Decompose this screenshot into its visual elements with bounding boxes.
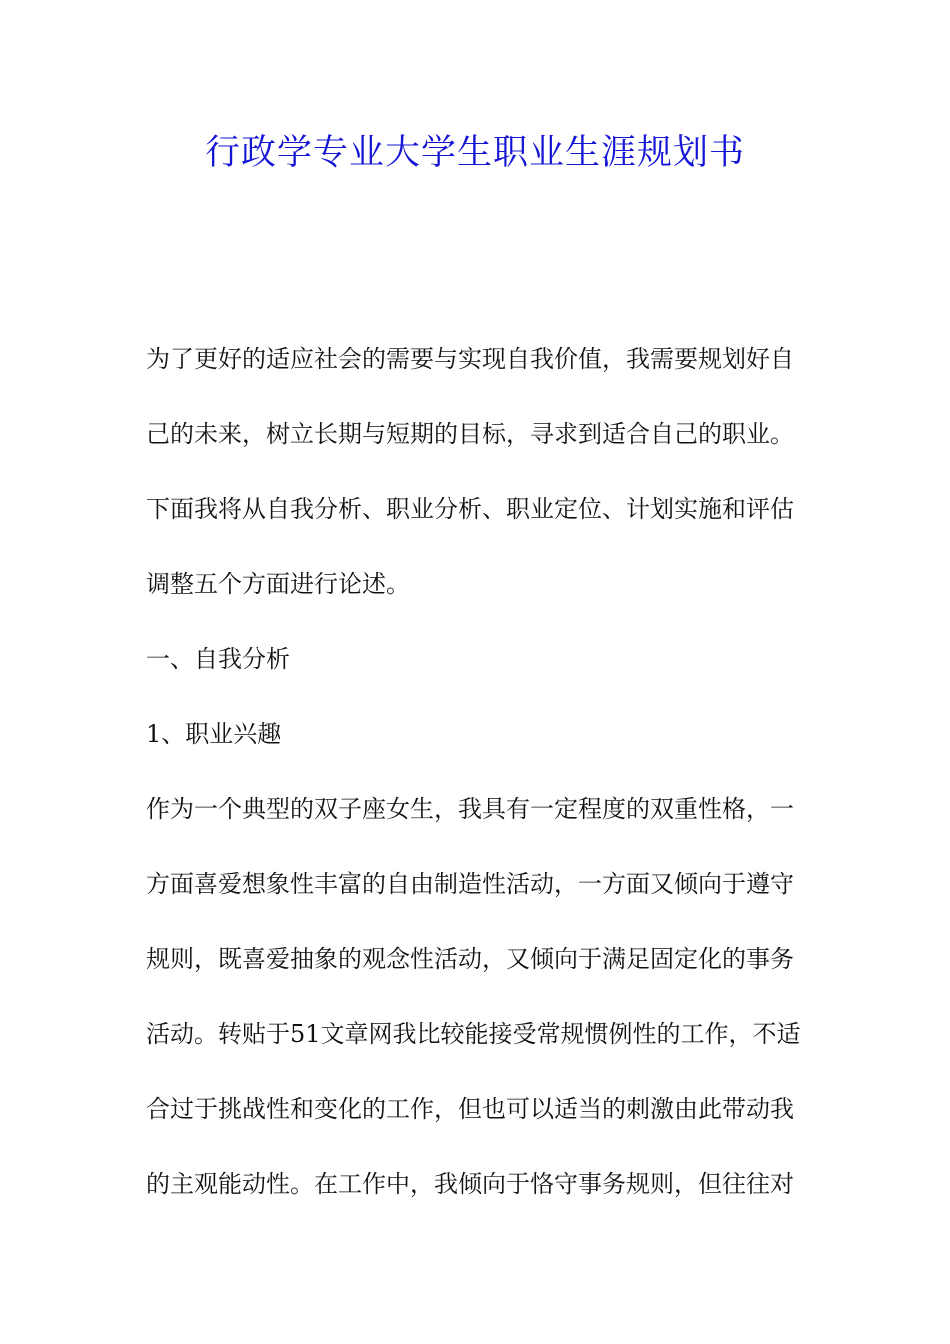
body-line-8: 方面喜爱想象性丰富的自由制造性活动，一方面又倾向于遵守 — [146, 870, 794, 898]
document-title: 行政学专业大学生职业生涯规划书 — [204, 133, 745, 173]
body-line-12: 的主观能动性。在工作中，我倾向于恪守事务规则，但往往对 — [146, 1170, 794, 1198]
body-line-9: 规则，既喜爱抽象的观念性活动，又倾向于满足固定化的事务 — [146, 945, 794, 973]
body-line-3: 下面我将从自我分析、职业分析、职业定位、计划实施和评估 — [146, 495, 794, 523]
section-heading-self-analysis: 一、自我分析 — [146, 645, 290, 673]
body-line-10: 活动。转贴于51文章网我比较能接受常规惯例性的工作，不适 — [146, 1020, 801, 1048]
subsection-heading-career-interest: 1、职业兴趣 — [146, 720, 282, 748]
body-line-11: 合过于挑战性和变化的工作，但也可以适当的刺激由此带动我 — [146, 1095, 794, 1123]
body-line-4: 调整五个方面进行论述。 — [146, 570, 410, 598]
body-line-2: 己的未来，树立长期与短期的目标，寻求到适合自己的职业。 — [146, 420, 794, 448]
body-line-7: 作为一个典型的双子座女生，我具有一定程度的双重性格，一 — [146, 795, 794, 823]
body-line-1: 为了更好的适应社会的需要与实现自我价值，我需要规划好自 — [146, 345, 794, 373]
